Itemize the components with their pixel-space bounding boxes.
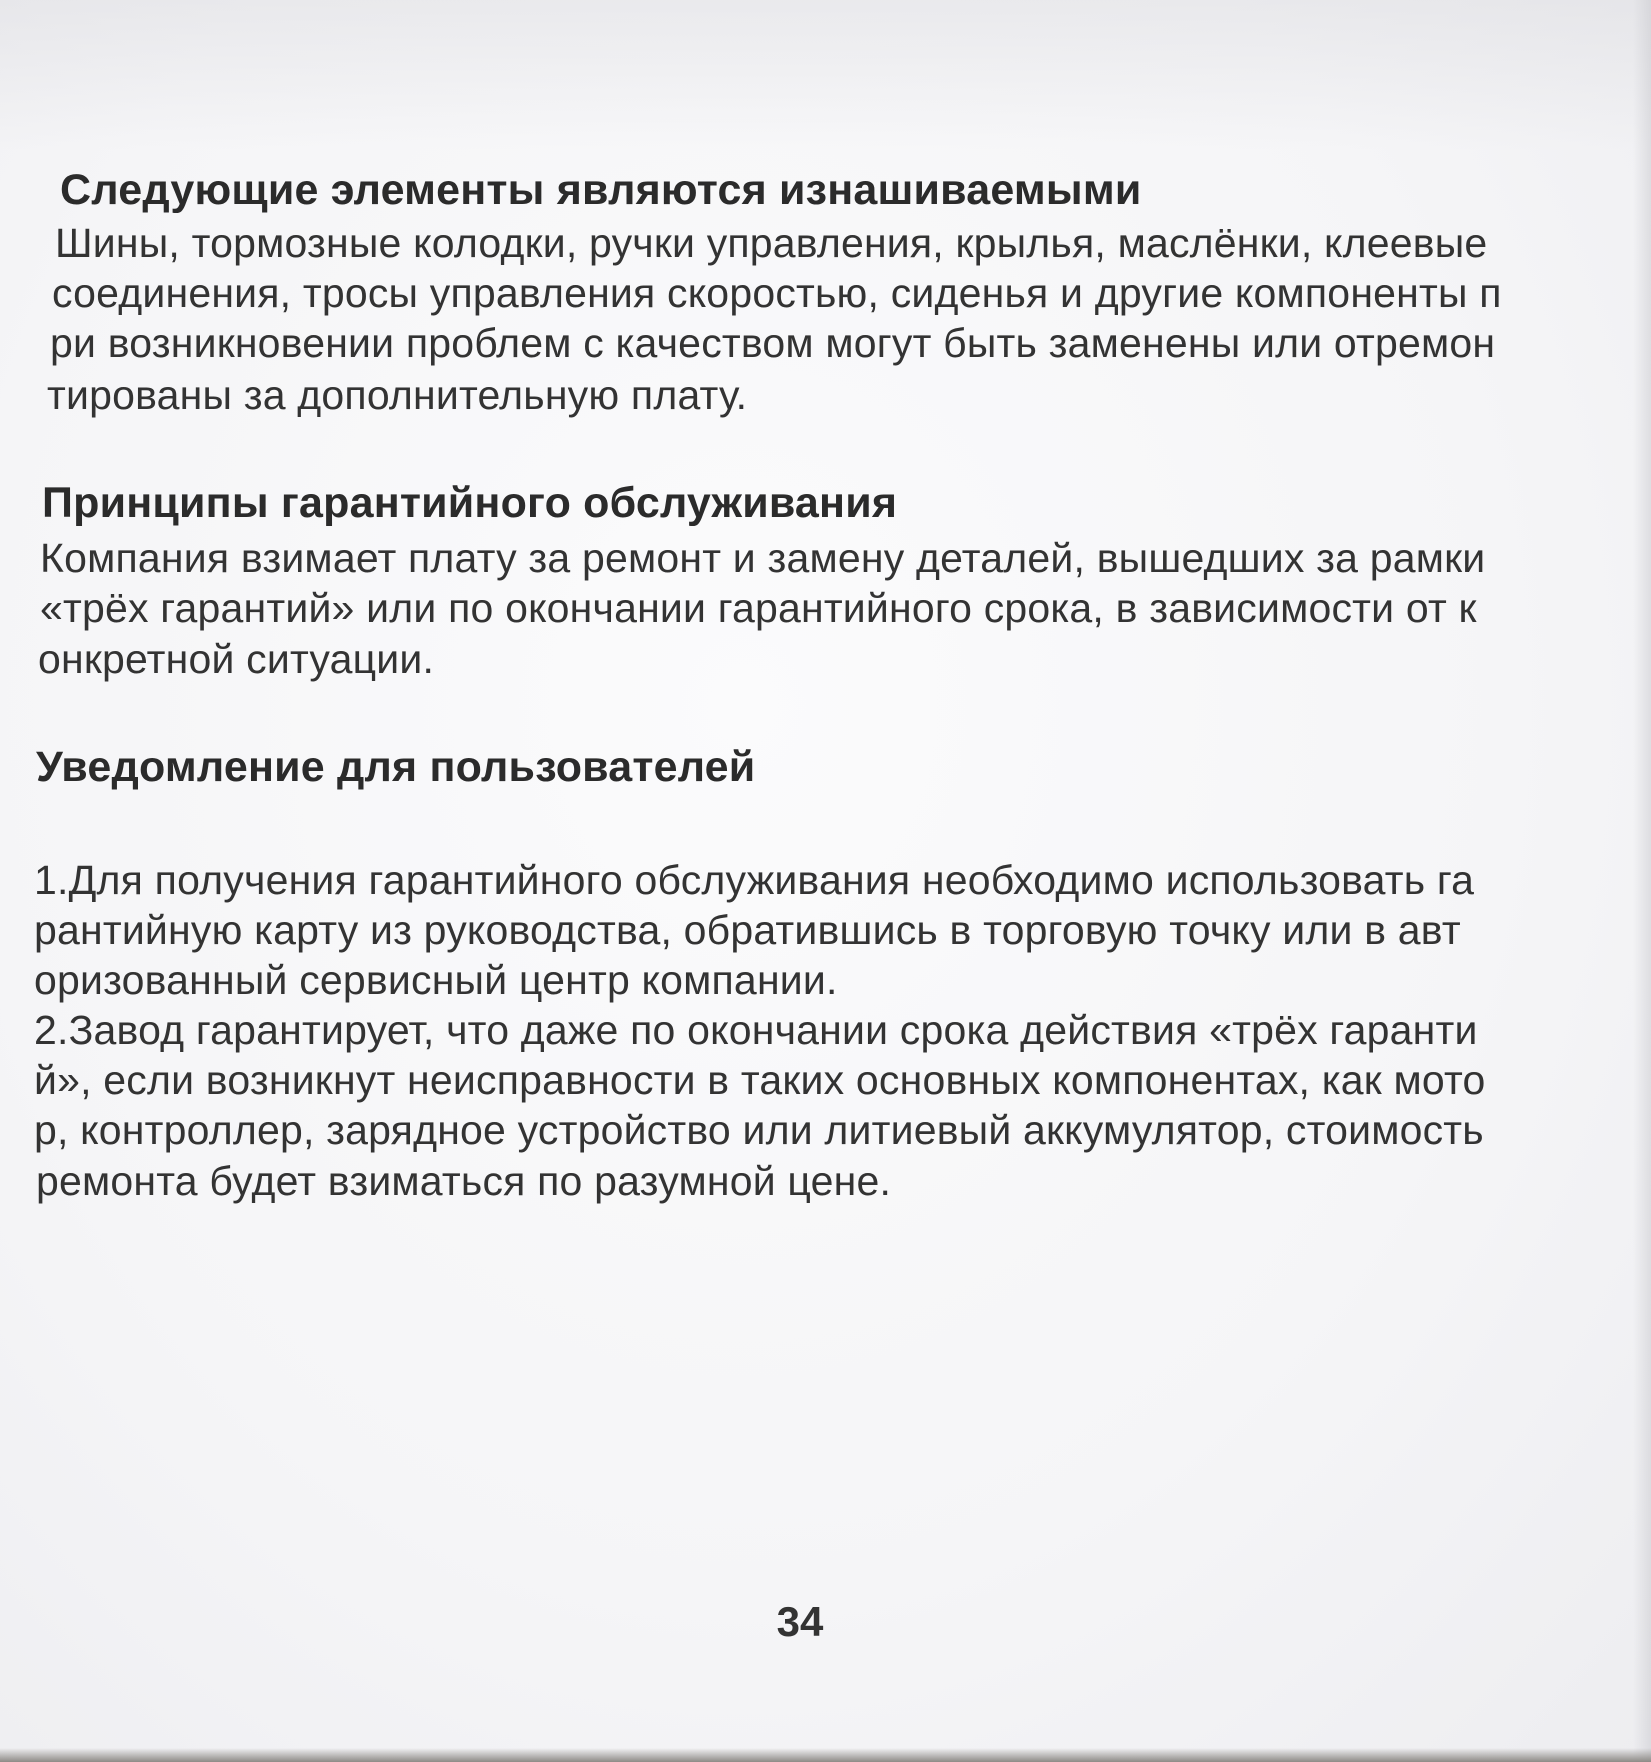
section-heading-wear-parts: Следующие элементы являются изнашиваемыми	[60, 166, 1142, 214]
page-shadow-top	[0, 0, 1651, 150]
paragraph-line: ремонта будет взиматься по разумной цене.	[36, 1158, 892, 1204]
page-edge-right	[1633, 0, 1651, 1762]
page-edge-bottom	[0, 1748, 1651, 1762]
section-heading-user-notice: Уведомление для пользователей	[36, 743, 756, 791]
section-heading-warranty-principles: Принципы гарантийного обслуживания	[42, 479, 898, 527]
paragraph-line: рантийную карту из руководства, обратившись в торговую точку или в авт	[34, 907, 1461, 953]
page-number: 34	[776, 1598, 824, 1645]
paragraph-line: онкретной ситуации.	[38, 636, 435, 682]
paragraph-line: 1.Для получения гарантийного обслуживания необходимо использовать га	[34, 857, 1475, 903]
paragraph-line: оризованный сервисный центр компании.	[34, 957, 838, 1003]
paragraph-line: Шины, тормозные колодки, ручки управления, крылья, маслёнки, клеевые	[55, 220, 1488, 266]
paragraph-line: «трёх гарантий» или по окончании гарантийного срока, в зависимости от к	[40, 585, 1477, 631]
paragraph-line: 2.Завод гарантирует, что даже по окончании срока действия «трёх гаранти	[34, 1007, 1478, 1053]
paragraph-line: й», если возникнут неисправности в таких основных компонентах, как мото	[34, 1057, 1486, 1103]
paragraph-line: соединения, тросы управления скоростью, сиденья и другие компоненты п	[52, 270, 1502, 316]
paragraph-line: тированы за дополнительную плату.	[47, 372, 748, 418]
paragraph-line: р, контроллер, зарядное устройство или литиевый аккумулятор, стоимость	[34, 1107, 1484, 1153]
paragraph-line: Компания взимает плату за ремонт и замену деталей, вышедших за рамки	[40, 535, 1486, 581]
paragraph-line: ри возникновении проблем с качеством могут быть заменены или отремон	[50, 320, 1496, 366]
